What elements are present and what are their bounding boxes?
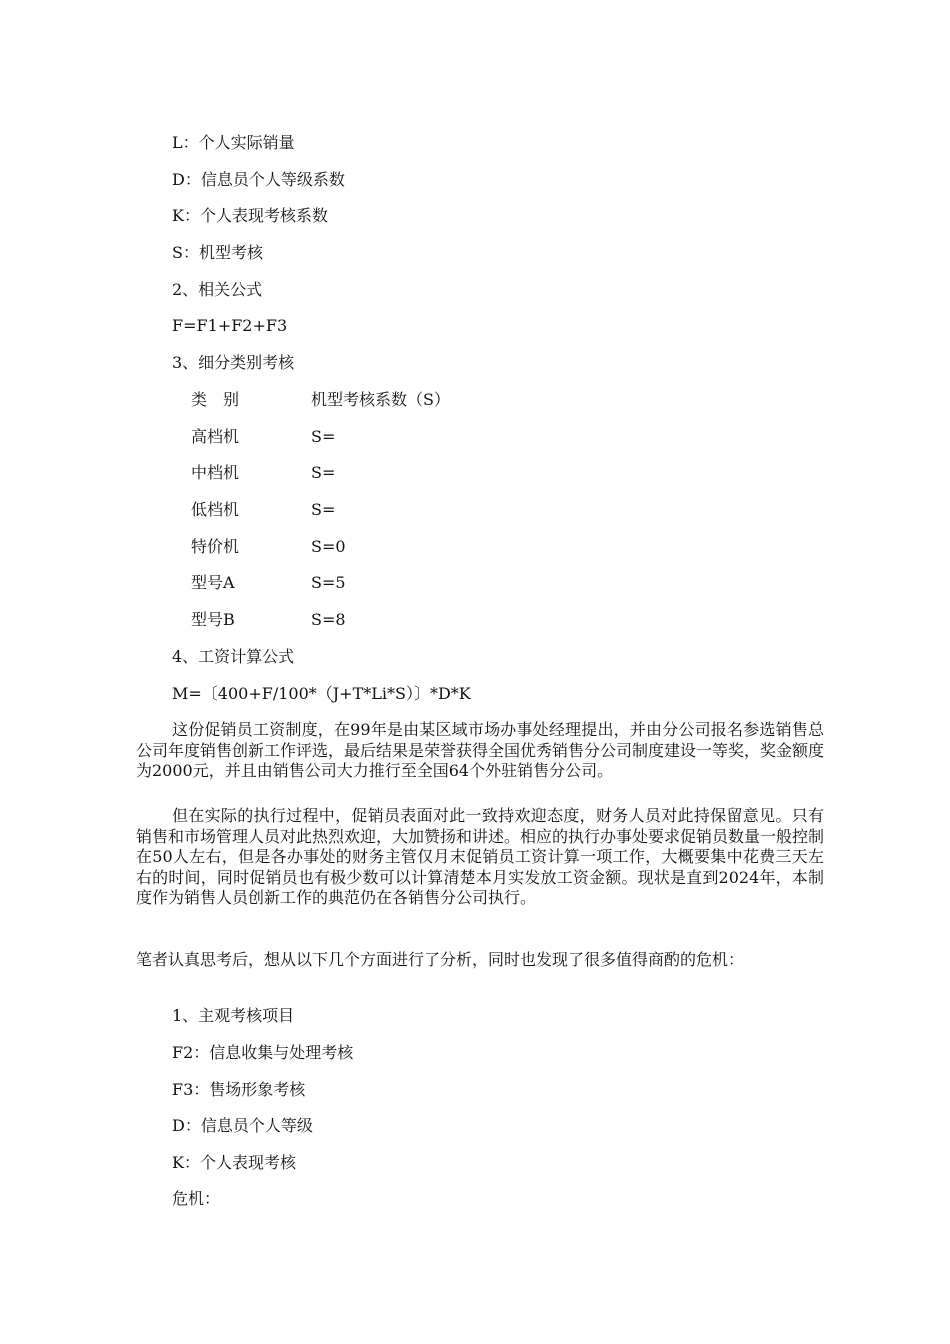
table-header-row <box>191 390 450 410</box>
table-cell-category: 型号A <box>191 573 235 592</box>
section-heading-subjective: 1、主观考核项目 <box>172 1006 295 1025</box>
section-heading-category: 3、细分类别考核 <box>172 353 295 372</box>
analysis-item-d: D：信息员个人等级 <box>172 1116 313 1135</box>
paragraph-history: 这份促销员工资制度，在99年是由某区域市场办事处经理提出，并由分公司报名参选销售总公司年度销售创新工作评选，最后结果是荣誉获得全国优秀销售分公司制度建设一等奖，奖金额度为2000元，并且由销售公司大力推行至全国64个外驻销售分公司。 <box>136 720 825 780</box>
table-cell-value: S= <box>311 500 336 519</box>
analysis-item-f2: F2：信息收集与处理考核 <box>172 1043 354 1062</box>
table-row <box>191 427 335 447</box>
table-cell-value: S= <box>311 427 336 446</box>
table-header-category: 类 别 <box>191 390 240 409</box>
definition-s: S：机型考核 <box>172 243 263 262</box>
analysis-item-k: K：个人表现考核 <box>172 1153 296 1172</box>
formula-f: F=F1+F2+F3 <box>172 316 288 335</box>
paragraph-execution: 但在实际的执行过程中，促销员表面对此一致持欢迎态度，财务人员对此持保留意见。只有销售和市场管理人员对此热烈欢迎，大加赞扬和讲述。相应的执行办事处要求促销员数量一般控制在50人左右，但是各办事处的财务主管仅月末促销员工资计算一项工作，大概要集中花费三天左右的时间，同时促销员也有极少数可以计算清楚本月实发放工资金额。现状是直到2024年，本制度作为销售人员创新工作的典范仍在各销售分公司执行。 <box>136 806 825 907</box>
section-heading-formula: 2、相关公式 <box>172 280 263 299</box>
definition-k: K：个人表现考核系数 <box>172 206 328 225</box>
table-cell-category: 低档机 <box>191 500 240 519</box>
table-row <box>191 500 335 520</box>
analysis-item-f3: F3：售场形象考核 <box>172 1080 306 1099</box>
table-cell-category: 中档机 <box>191 463 240 482</box>
formula-m: M=〔400+F/100*（J+T*Li*S）〕*D*K <box>172 684 471 703</box>
table-row <box>191 610 346 630</box>
table-cell-value: S= <box>311 463 336 482</box>
definition-d: D：信息员个人等级系数 <box>172 170 345 189</box>
definition-l: L：个人实际销量 <box>172 133 295 152</box>
table-row <box>191 463 335 483</box>
table-cell-value: S=5 <box>311 573 346 592</box>
paragraph-analysis-intro: 笔者认真思考后，想从以下几个方面进行了分析，同时也发现了很多值得商酌的危机： <box>136 950 745 969</box>
table-row <box>191 537 346 557</box>
crisis-label: 危机： <box>172 1189 221 1208</box>
table-header-coefficient: 机型考核系数（S） <box>311 390 450 409</box>
table-cell-category: 特价机 <box>191 537 240 556</box>
table-cell-value: S=8 <box>311 610 346 629</box>
section-heading-salary: 4、工资计算公式 <box>172 647 295 666</box>
table-row <box>191 573 346 593</box>
table-cell-value: S=0 <box>311 537 346 556</box>
table-cell-category: 型号B <box>191 610 235 629</box>
table-cell-category: 高档机 <box>191 427 240 446</box>
